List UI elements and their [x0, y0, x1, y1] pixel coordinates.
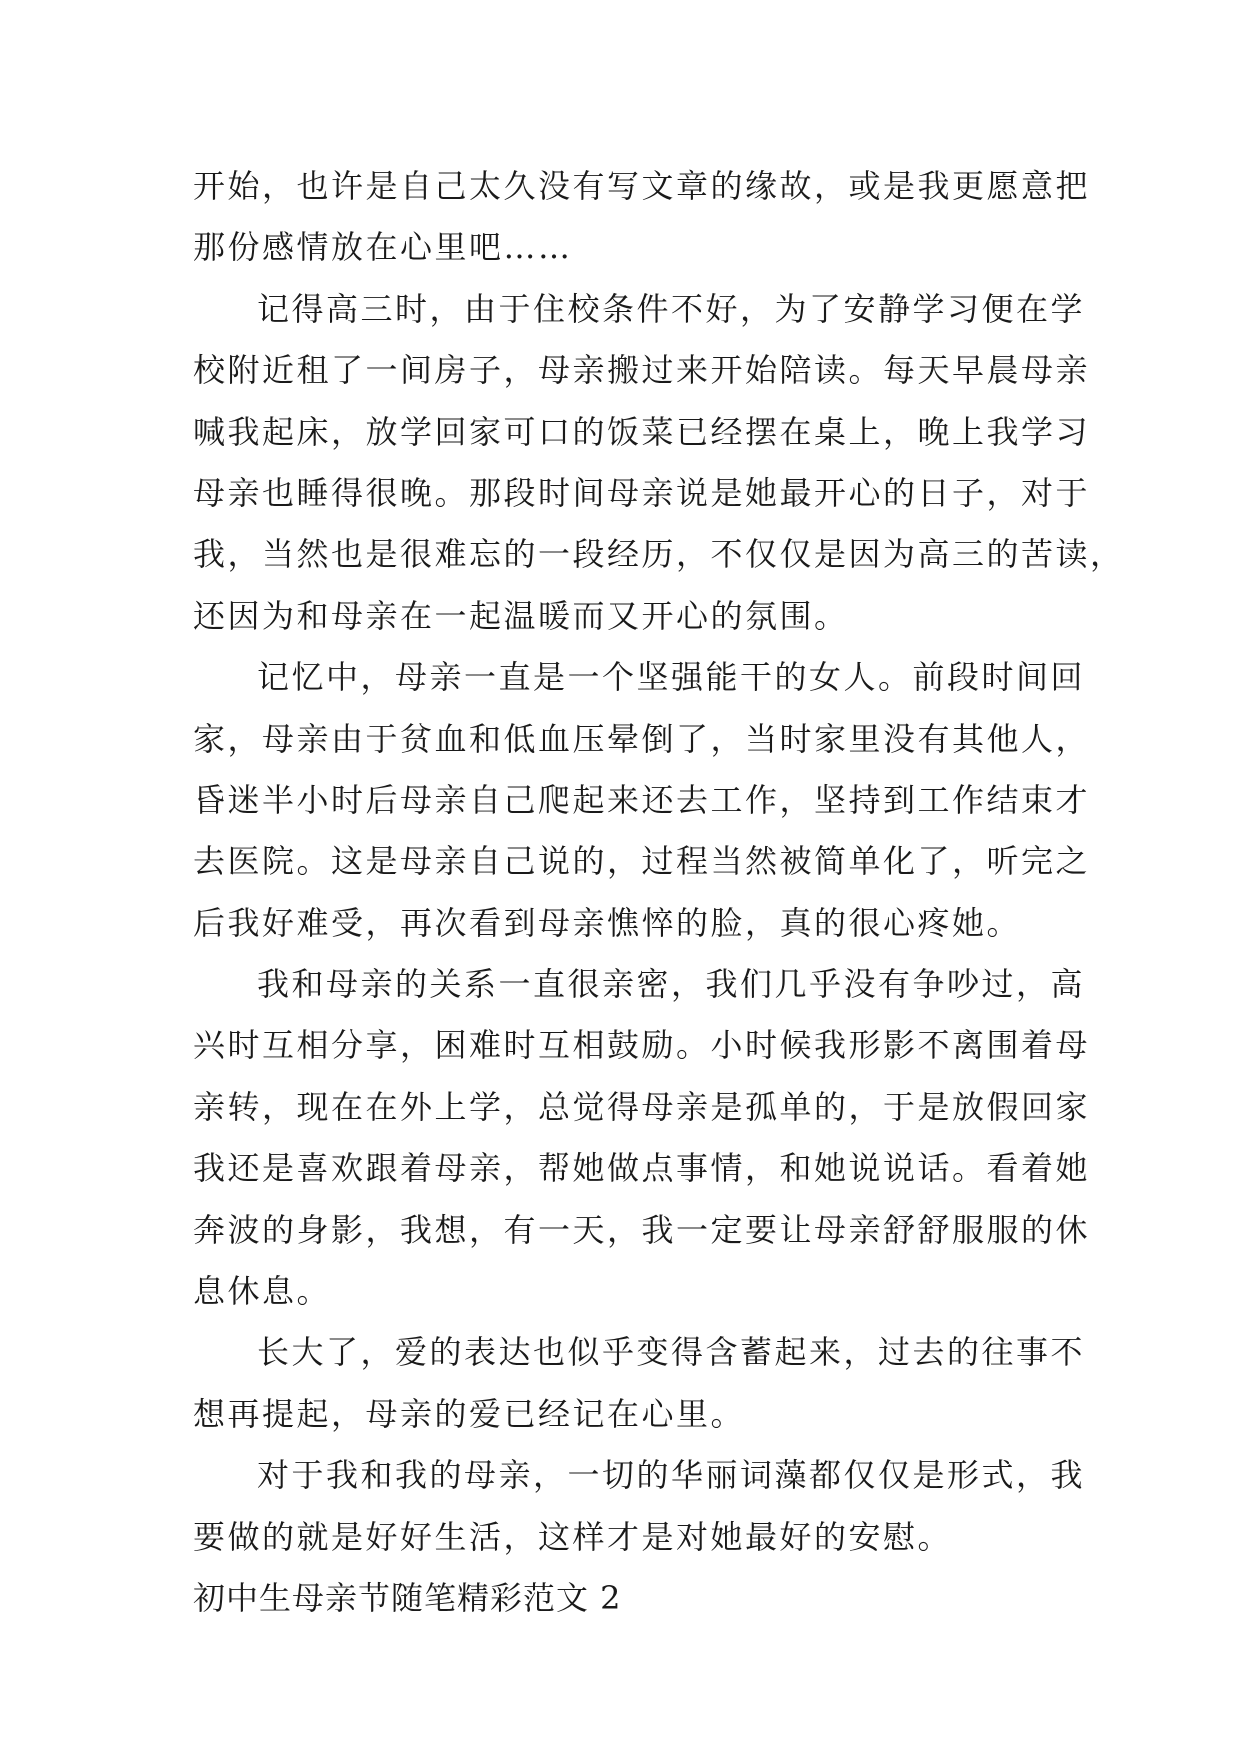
text-line: 开始，也许是自己太久没有写文章的缘故，或是我更愿意把 — [193, 167, 1091, 205]
text-line: 去医院。这是母亲自己说的，过程当然被简单化了，听完之 — [193, 842, 1091, 881]
paragraph-first-line: 我和母亲的关系一直很亲密，我们几乎没有争吵过，高 — [257, 965, 1086, 1004]
text-line: 奔波的身影，我想，有一天，我一定要让母亲舒舒服服的休 — [193, 1210, 1091, 1249]
section-heading: 初中生母亲节随笔精彩范文 2 — [193, 1578, 622, 1617]
text-line: 昏迷半小时后母亲自己爬起来还去工作，坚持到工作结束才 — [193, 780, 1091, 819]
paragraph-first-line: 对于我和我的母亲，一切的华丽词藻都仅仅是形式，我 — [257, 1456, 1086, 1495]
text-line: 后我好难受，再次看到母亲憔悴的脸，真的很心疼她。 — [193, 903, 1022, 942]
body-text — [193, 156, 1125, 1629]
text-line: 家，母亲由于贫血和低血压晕倒了，当时家里没有其他人， — [193, 719, 1091, 758]
paragraph-first-line: 记忆中，母亲一直是一个坚强能干的女人。前段时间回 — [257, 658, 1086, 697]
text-line: 我还是喜欢跟着母亲，帮她做点事情，和她说说话。看着她 — [193, 1149, 1091, 1188]
text-line: 兴时互相分享，困难时互相鼓励。小时候我形影不离围着母 — [193, 1026, 1091, 1065]
text-line: 母亲也睡得很晚。那段时间母亲说是她最开心的日子，对于 — [193, 473, 1091, 512]
text-line: 那份感情放在心里吧…… — [193, 228, 573, 267]
paragraph-first-line: 记得高三时，由于住校条件不好，为了安静学习便在学 — [257, 289, 1086, 328]
text-line: 亲转，现在在外上学，总觉得母亲是孤单的，于是放假回家 — [193, 1087, 1091, 1126]
text-line: 校附近租了一间房子，母亲搬过来开始陪读。每天早晨母亲 — [193, 351, 1091, 390]
text-line: 息休息。 — [193, 1272, 332, 1311]
text-line: 我，当然也是很难忘的一段经历，不仅仅是因为高三的苦读， — [193, 535, 1125, 574]
text-line: 还因为和母亲在一起温暖而又开心的氛围。 — [193, 596, 849, 635]
paragraph-first-line: 长大了，爱的表达也似乎变得含蓄起来，过去的往事不 — [257, 1333, 1086, 1372]
text-line: 要做的就是好好生活，这样才是对她最好的安慰。 — [193, 1517, 953, 1556]
text-line: 喊我起床，放学回家可口的饭菜已经摆在桌上，晚上我学习 — [193, 412, 1091, 451]
text-line: 想再提起，母亲的爱已经记在心里。 — [193, 1394, 746, 1433]
